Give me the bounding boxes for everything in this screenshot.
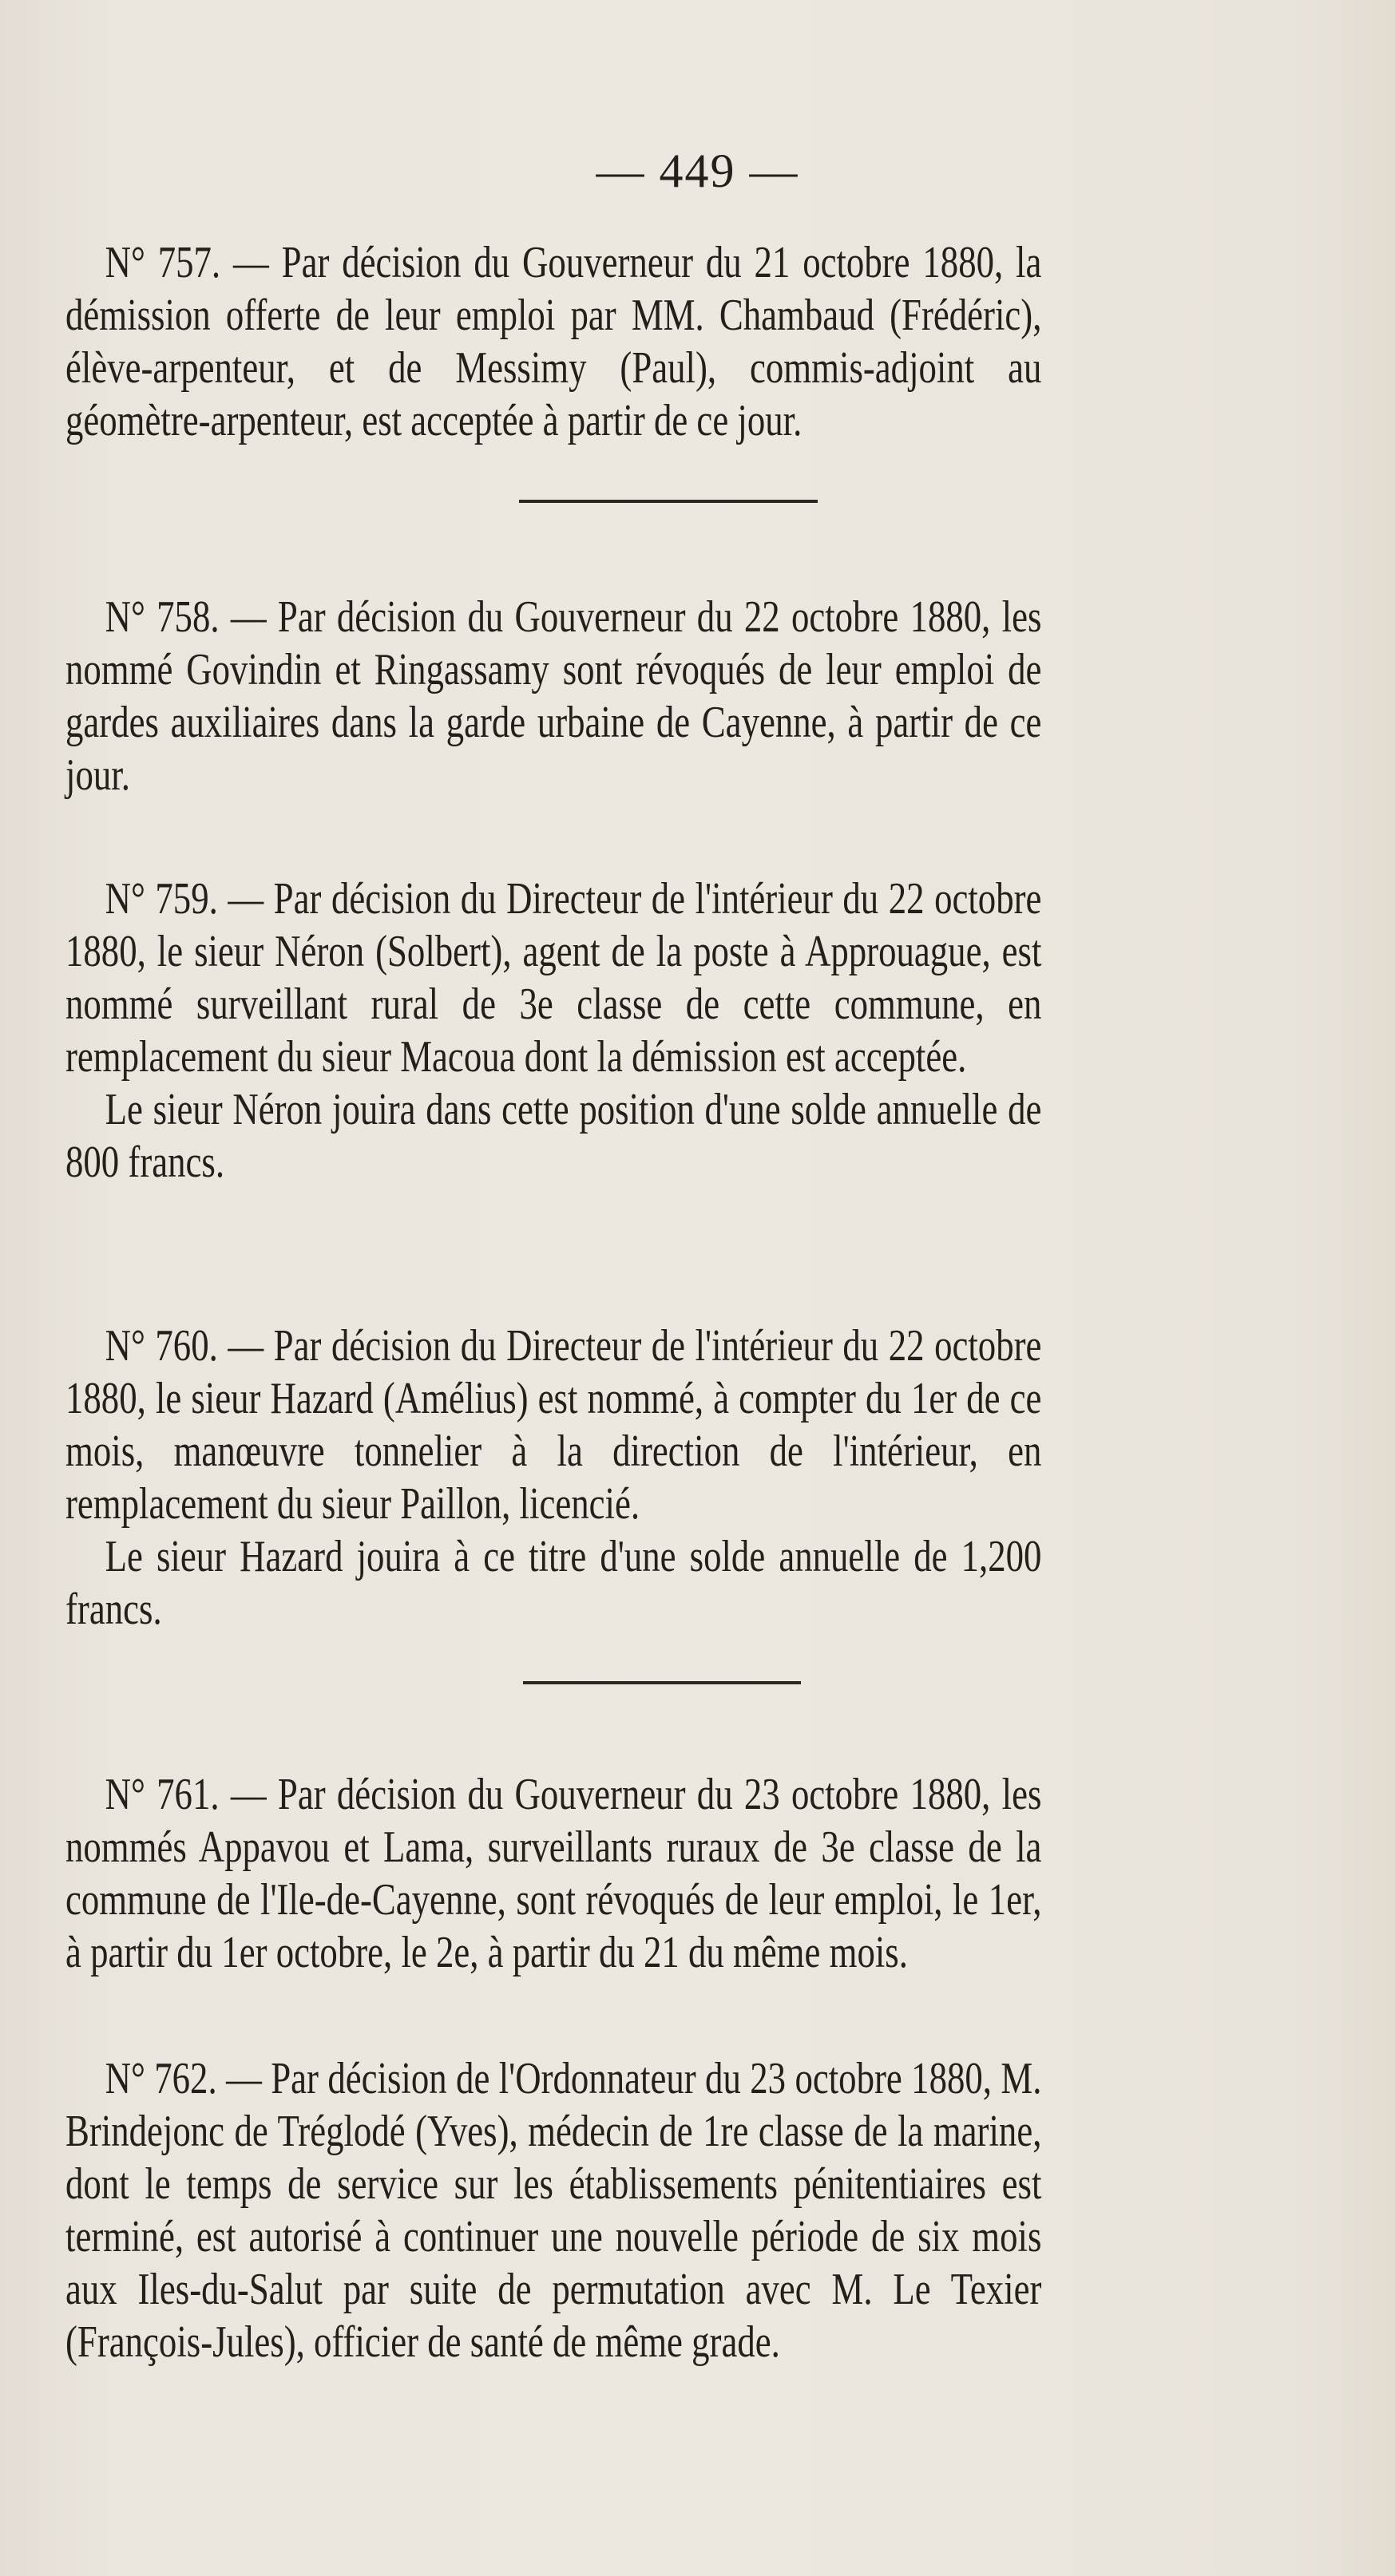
entry-number: N° 758. (105, 592, 220, 642)
entry-paragraph: Le sieur Hazard jouira à ce titre d'une solde annuelle de 1,200 francs. (65, 1532, 1042, 1634)
entry-paragraph (65, 1320, 1041, 1530)
entry-number: N° 761. (105, 1770, 220, 1819)
decision-entry-758 (65, 591, 1041, 801)
entry-number: N° 760. (105, 1321, 218, 1371)
entry-text: — Par décision du Directeur de l'intérieur du 22 octobre 1880, le sieur Néron (Solbert), agent de la poste à Approuague, est nommé surveillant rural de 3e classe de cette commune, en remplacement du sieur Macoua dont la démission est acceptée. (65, 874, 1042, 1082)
entry-number: N° 757. (105, 238, 221, 287)
entry-number: N° 762. (105, 2054, 217, 2103)
entry-number: N° 759. (105, 874, 218, 924)
page-number: — 449 — (596, 144, 799, 197)
entry-text: — Par décision du Gouverneur du 23 octobre 1880, les nommés Appavou et Lama, surveillants ruraux de 3e classe de la commune de l'Ile-de-Cayenne, sont révoqués de leur emploi, le 1er, à partir du 1er octobre, le 2e, à partir du 21 du même mois. (65, 1770, 1042, 1977)
entry-text: — Par décision du Directeur de l'intérieur du 22 octobre 1880, le sieur Hazard (Amélius) est nommé, à compter du 1er de ce mois, manœuvre tonnelier à la direction de l'intérieur, en remplacement du sieur Paillon, licencié. (65, 1321, 1042, 1529)
decision-entry-762 (65, 2052, 1041, 2368)
decision-entry-757 (65, 236, 1041, 447)
decision-entry-760 (65, 1320, 1041, 1636)
decision-entry-759 (65, 873, 1041, 1189)
entry-text: — Par décision du Gouverneur du 22 octobre 1880, les nommé Govindin et Ringassamy sont révoqués de leur emploi de gardes auxiliaires dans la garde urbaine de Cayenne, à partir de ce jour. (65, 592, 1042, 800)
entry-paragraph (65, 1768, 1041, 1979)
entry-paragraph (65, 236, 1041, 447)
section-divider (523, 1681, 801, 1684)
entry-paragraph: Le sieur Néron jouira dans cette position d'une solde annuelle de 800 francs. (65, 1085, 1042, 1187)
entry-text: — Par décision du Gouverneur du 21 octobre 1880, la démission offerte de leur emploi par MM. Chambaud (Frédéric), élève-arpenteur, et de Messimy (Paul), commis-adjoint au géomètre-arpenteur, est acceptée à partir de ce jour. (65, 238, 1042, 445)
entry-paragraph (65, 591, 1041, 801)
section-divider (519, 500, 818, 503)
entry-text: — Par décision de l'Ordonnateur du 23 octobre 1880, M. Brindejonc de Tréglodé (Yves), médecin de 1re classe de la marine, dont le temps de service sur les établissements pénitentiaires est terminé, est autorisé à continuer une nouvelle période de six mois aux Iles-du-Salut par suite de permutation avec M. Le Texier (François-Jules), officier de santé de même grade. (65, 2054, 1042, 2367)
decision-entry-761 (65, 1768, 1041, 1979)
entry-paragraph (65, 2052, 1041, 2368)
entry-paragraph (65, 873, 1041, 1083)
